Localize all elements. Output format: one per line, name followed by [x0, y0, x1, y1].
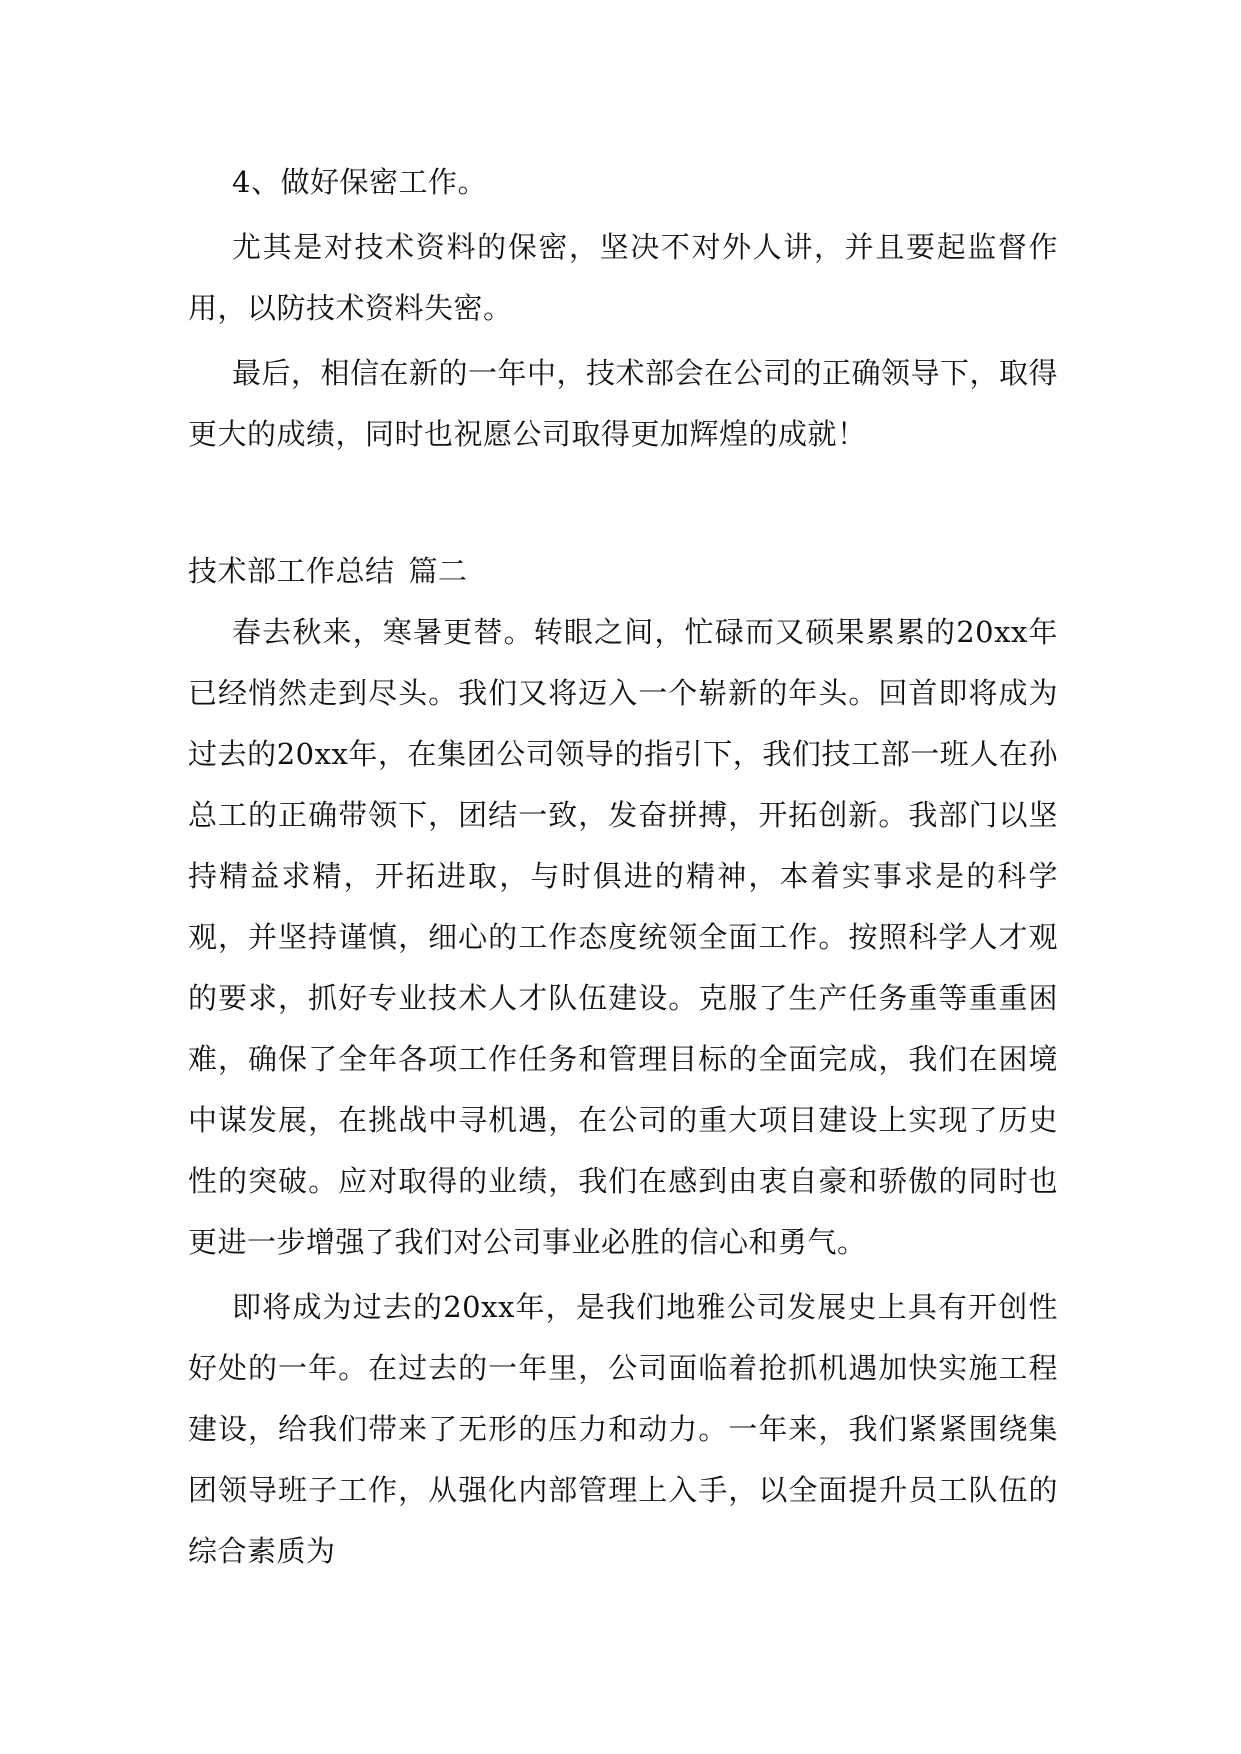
paragraph-year-review: 春去秋来，寒暑更替。转眼之间，忙碌而又硕果累累的20xx年已经悄然走到尽头。我们又将迈入一个崭新的年头。回首即将成为过去的20xx年，在集团公司领导的指引下，我们技工部一班人在孙总工的正确带领下，团结一致，发奋拼搏，开拓创新。我部门以坚持精益求精，开拓进取，与时俱进的精神，本着实事求是的科学观，并坚持谨慎，细心的工作态度统领全面工作。按照科学人才观的要求，抓好专业技术人才队伍建设。克服了生产任务重等重重困难，确保了全年各项工作任务和管理目标的全面完成，我们在困境中谋发展，在挑战中寻机遇，在公司的重大项目建设上实现了历史性的突破。应对取得的业绩，我们在感到由衷自豪和骄傲的同时也更进一步增强了我们对公司事业必胜的信心和勇气。: [188, 615, 1058, 1259]
section-heading-part: 篇二: [408, 554, 468, 588]
list-item-confidentiality: 4、做好保密工作。: [232, 165, 487, 199]
section-heading: [188, 541, 1058, 602]
paragraph-closing: 最后，相信在新的一年中，技术部会在公司的正确领导下，取得更大的成绩，同时也祝愿公司取得更加辉煌的成就！: [188, 356, 1059, 451]
section-heading-title: 技术部工作总结: [188, 554, 395, 588]
document-body: [188, 152, 1058, 1582]
paragraph-confidentiality-detail: 尤其是对技术资料的保密，坚决不对外人讲，并且要起监督作用，以防技术资料失密。: [188, 230, 1058, 325]
paragraph-year-significance: 即将成为过去的20xx年，是我们地雅公司发展史上具有开创性好处的一年。在过去的一年里，公司面临着抢抓机遇加快实施工程建设，给我们带来了无形的压力和动力。一年来，我们紧紧围绕集团领导班子工作，从强化内部管理上入手，以全面提升员工队伍的综合素质为: [188, 1290, 1058, 1568]
